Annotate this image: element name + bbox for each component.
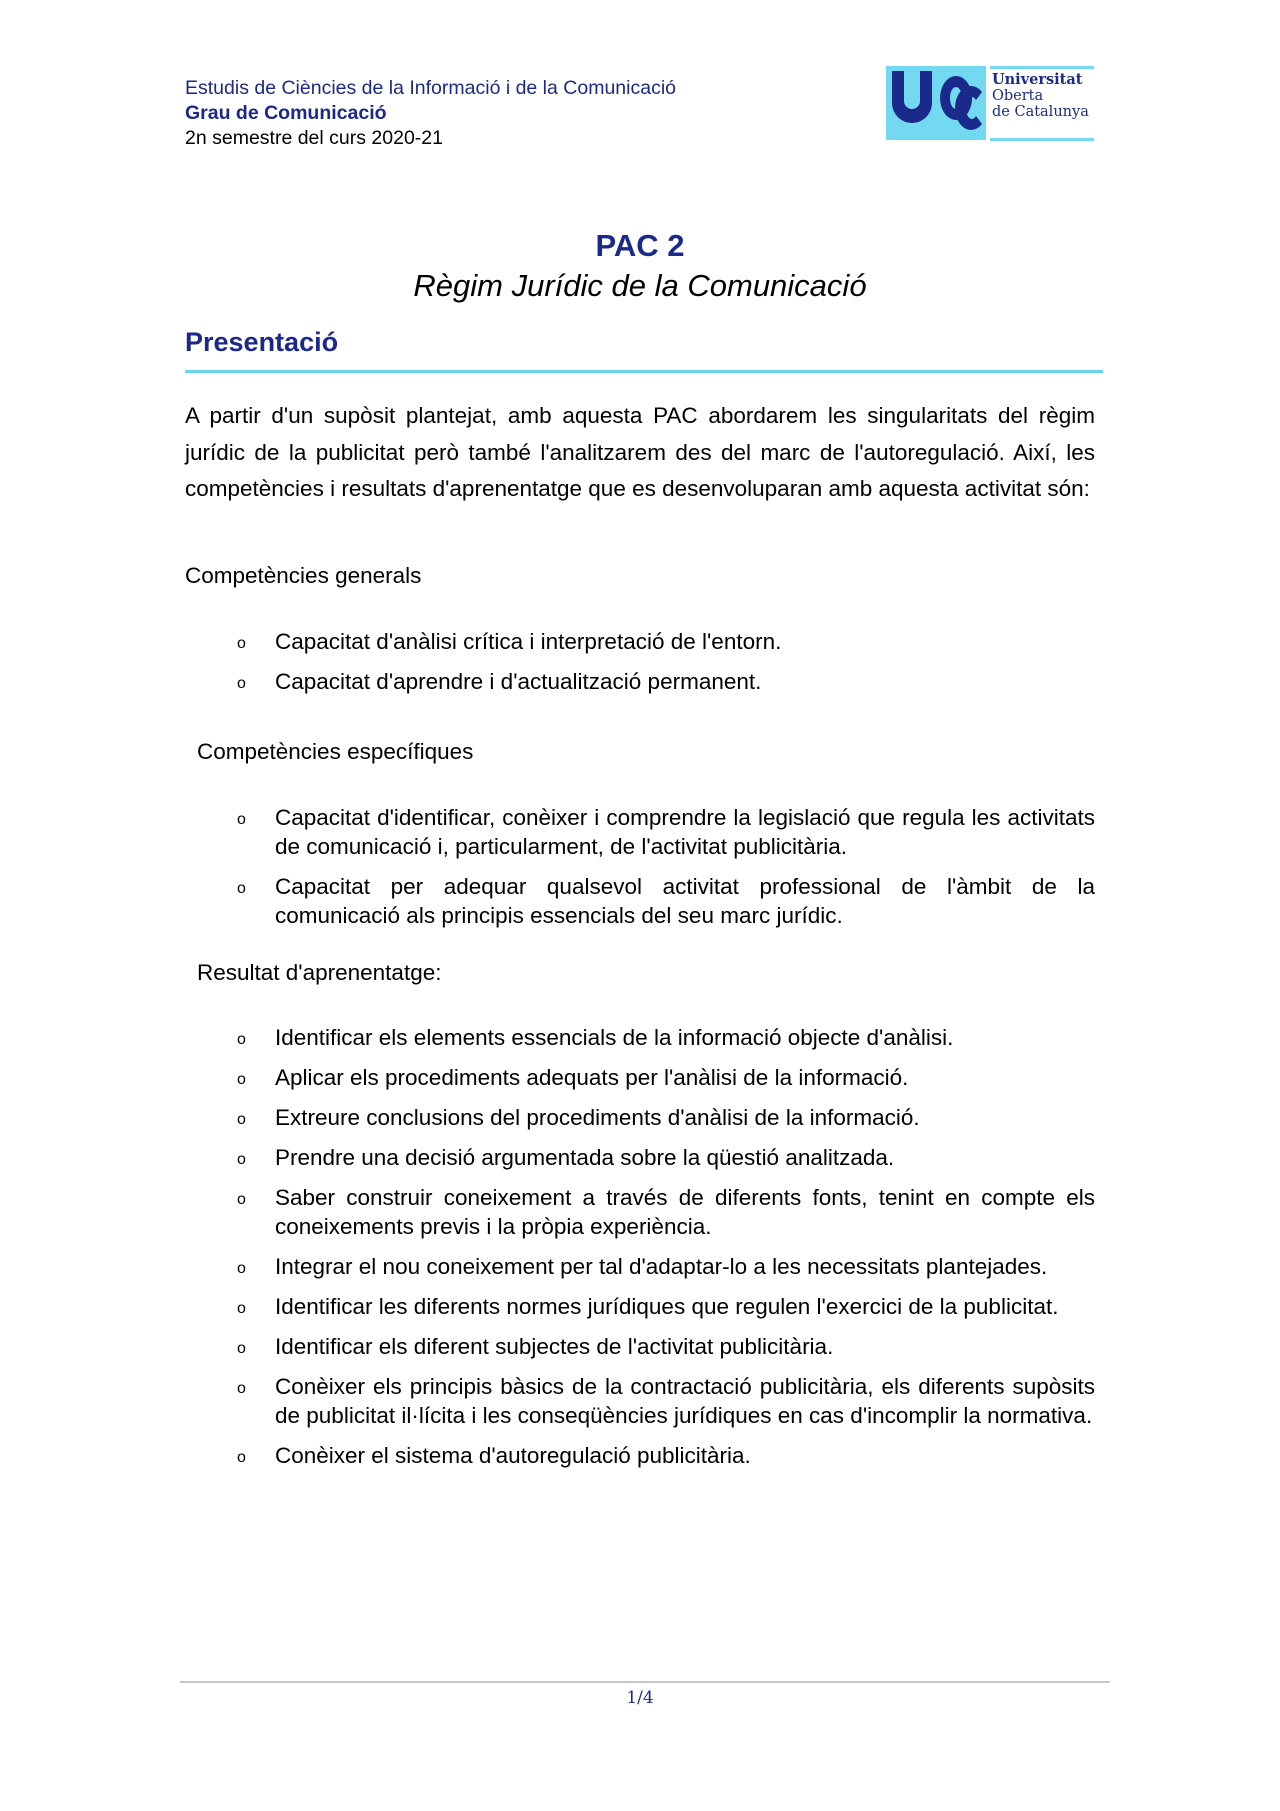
logo-line-catalunya: de Catalunya [992, 104, 1089, 120]
header-block [185, 76, 676, 151]
bullet-marker: o [237, 880, 246, 897]
group-label-specific: Competències específiques [197, 739, 474, 764]
footer-divider [180, 1681, 1110, 1683]
section-divider [185, 370, 1103, 373]
logo-rule-top [990, 66, 1094, 69]
list-item: o Saber construir coneixement a través de diferents fonts, tenint en compte els coneixements previs i la pròpia experiència. [237, 1185, 1095, 1239]
bullet-marker: o [237, 675, 246, 692]
bullet-marker: o [237, 1300, 246, 1317]
list-item: o Identificar els elements essencials de la informació objecte d'anàlisi. [0, 1023, 1095, 1052]
bullet-marker: o [237, 1151, 246, 1168]
logo-line-oberta: Oberta [992, 88, 1044, 104]
list-item: o Capacitat per adequar qualsevol activitat professional de l'àmbit de la comunicació als principis essencials del seu marc jurídic. [237, 874, 1095, 928]
list-specific [0, 803, 1280, 930]
list-item: o Capacitat d'identificar, conèixer i comprendre la legislació que regula les activitats de comunicació i, particularment, de l'activitat publicitària. [237, 805, 1095, 859]
list-item: o Identificar les diferents normes jurídiques que regulen l'exercici de la publicitat. [0, 1292, 1095, 1321]
bullet-marker: o [237, 1031, 246, 1048]
group-label-learning-outcomes: Resultat d'aprenentatge: [197, 960, 442, 985]
bullet-marker: o [237, 811, 246, 828]
group-label-general: Competències generals [185, 563, 422, 588]
bullet-marker: o [237, 1340, 246, 1357]
header-semester: 2n semestre del curs 2020-21 [185, 127, 443, 149]
list-item: o Extreure conclusions del procediments d'anàlisi de la informació. [0, 1103, 1095, 1132]
list-learning-outcomes [0, 1023, 1280, 1470]
page-number: 1/4 [626, 1688, 654, 1708]
list-item: o Capacitat d'aprendre i d'actualització permanent. [0, 667, 1095, 696]
bullet-marker: o [237, 1449, 246, 1466]
list-item: o Conèixer el sistema d'autoregulació publicitària. [0, 1441, 1095, 1470]
bullet-marker: o [237, 1380, 246, 1397]
header-studies: Estudis de Ciències de la Informació i de la Comunicació [185, 77, 676, 99]
bullet-marker: o [237, 1260, 246, 1277]
bullet-marker: o [237, 1071, 246, 1088]
document-title: PAC 2 [595, 228, 685, 263]
bullet-marker: o [237, 635, 246, 652]
list-item: o Conèixer els principis bàsics de la contractació publicitària, els diferents supòsits de publicitat il·lícita i les conseqüències jurídiques en cas d'incomplir la normativa. [237, 1374, 1095, 1428]
logo-rule-bottom [990, 138, 1094, 141]
bullet-marker: o [237, 1191, 246, 1208]
header-degree: Grau de Comunicació [185, 102, 387, 124]
logo-wordmark [992, 72, 1089, 120]
section-heading: Presentació [185, 327, 339, 357]
list-item: o Capacitat d'anàlisi crítica i interpretació de l'entorn. [0, 627, 1095, 656]
list-item: o Integrar el nou coneixement per tal d'adaptar-lo a les necessitats plantejades. [0, 1252, 1095, 1281]
list-item: o Aplicar els procediments adequats per l'anàlisi de la informació. [0, 1063, 1095, 1092]
intro-paragraph: A partir d'un supòsit plantejat, amb aquesta PAC abordarem les singularitats del règim jurídic de la publicitat però també l'analitzarem des del marc de l'autoregulació. Així, les competències i resultats d'aprenentatge que es desenvoluparan amb aquesta activitat són: [185, 403, 1095, 501]
logo-line-university: Universitat [992, 71, 1083, 88]
bullet-marker: o [237, 1111, 246, 1128]
document-subtitle: Règim Jurídic de la Comunicació [413, 268, 867, 303]
list-general [0, 627, 1280, 696]
list-item: o Prendre una decisió argumentada sobre la qüestió analitzada. [0, 1143, 1095, 1172]
list-item: o Identificar els diferent subjectes de l'activitat publicitària. [0, 1332, 1095, 1361]
